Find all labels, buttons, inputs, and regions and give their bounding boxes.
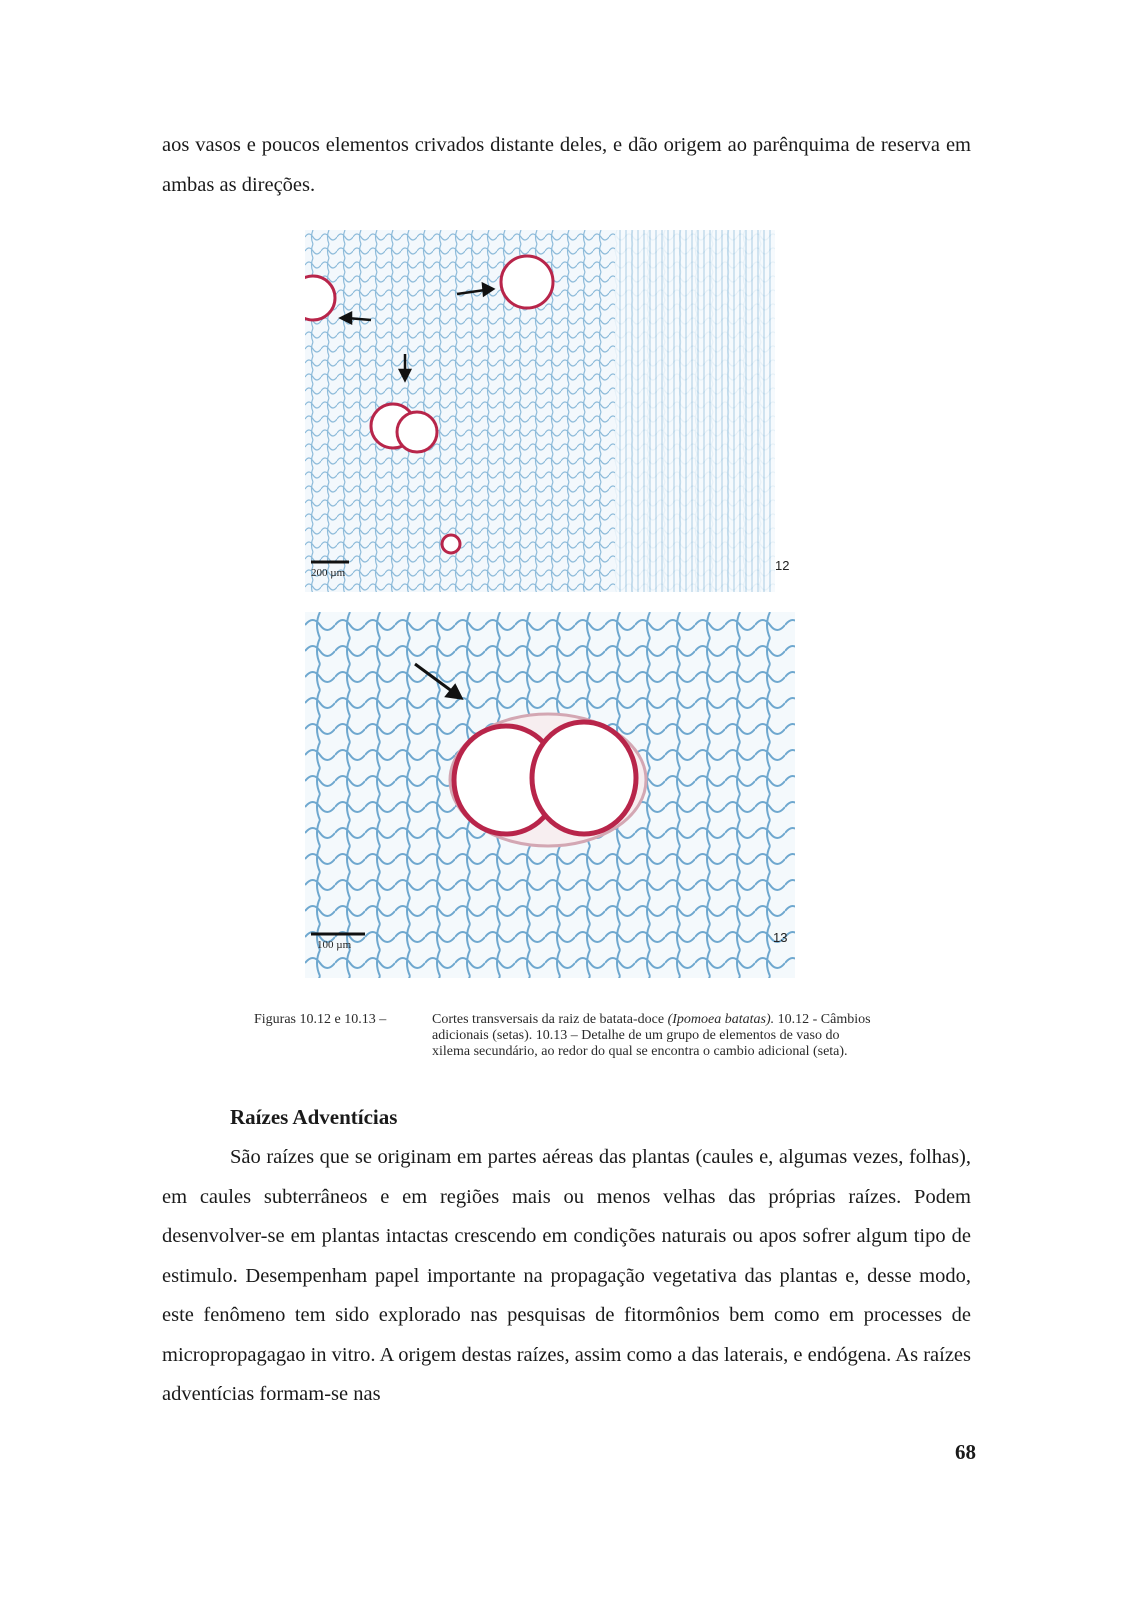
caption-text: [432, 1012, 872, 1060]
caption-text-after: 10.12 - Câmbios adicionais (setas). 10.13 – Detalhe de um grupo de elementos de vaso do xilema secundário, ao redor do qual se encontra o cambio adicional (seta).: [432, 1012, 871, 1059]
intro-paragraph: aos vasos e poucos elementos crivados distante deles, e dão origem ao parênquima de reserva em ambas as direções.: [162, 134, 971, 196]
section-heading: Raízes Adventícias: [230, 1105, 398, 1129]
caption-scientific-name: (Ipomoea batatas).: [667, 1012, 775, 1027]
figure-number-13: 13: [773, 930, 788, 945]
scale-label-13: 100 µm: [317, 939, 352, 951]
caption-label: Figuras 10.12 e 10.13 –: [254, 1012, 387, 1027]
figure-13: [305, 612, 815, 978]
figure-number-12: 12: [775, 558, 790, 573]
figure-12: [305, 230, 815, 592]
micrograph-image: [305, 230, 815, 592]
micrograph-image: [305, 612, 815, 978]
scale-label-12: 200 µm: [311, 567, 346, 579]
caption-text-before: Cortes transversais da raiz de batata-doce: [432, 1012, 665, 1027]
body-paragraph: São raízes que se originam em partes aéreas das plantas (caules e, algumas vezes, folhas), em caules subterrâneos e em regiões mais ou menos velhas das próprias raízes. Podem desenvolver-se em plantas intactas crescendo em condições naturais ou apos sofrer algum tipo de estimulo. Desempenham papel importante na propagação vegetativa das plantas e, desse modo, este fenômeno tem sido explorado nas pesquisas de fitormônios bem como em processes de micropropagagao in vitro. A origem destas raízes, assim como a das laterais, e endógena. As raízes adventícias formam-se nas: [162, 1146, 971, 1405]
page-number: 68: [955, 1440, 976, 1464]
